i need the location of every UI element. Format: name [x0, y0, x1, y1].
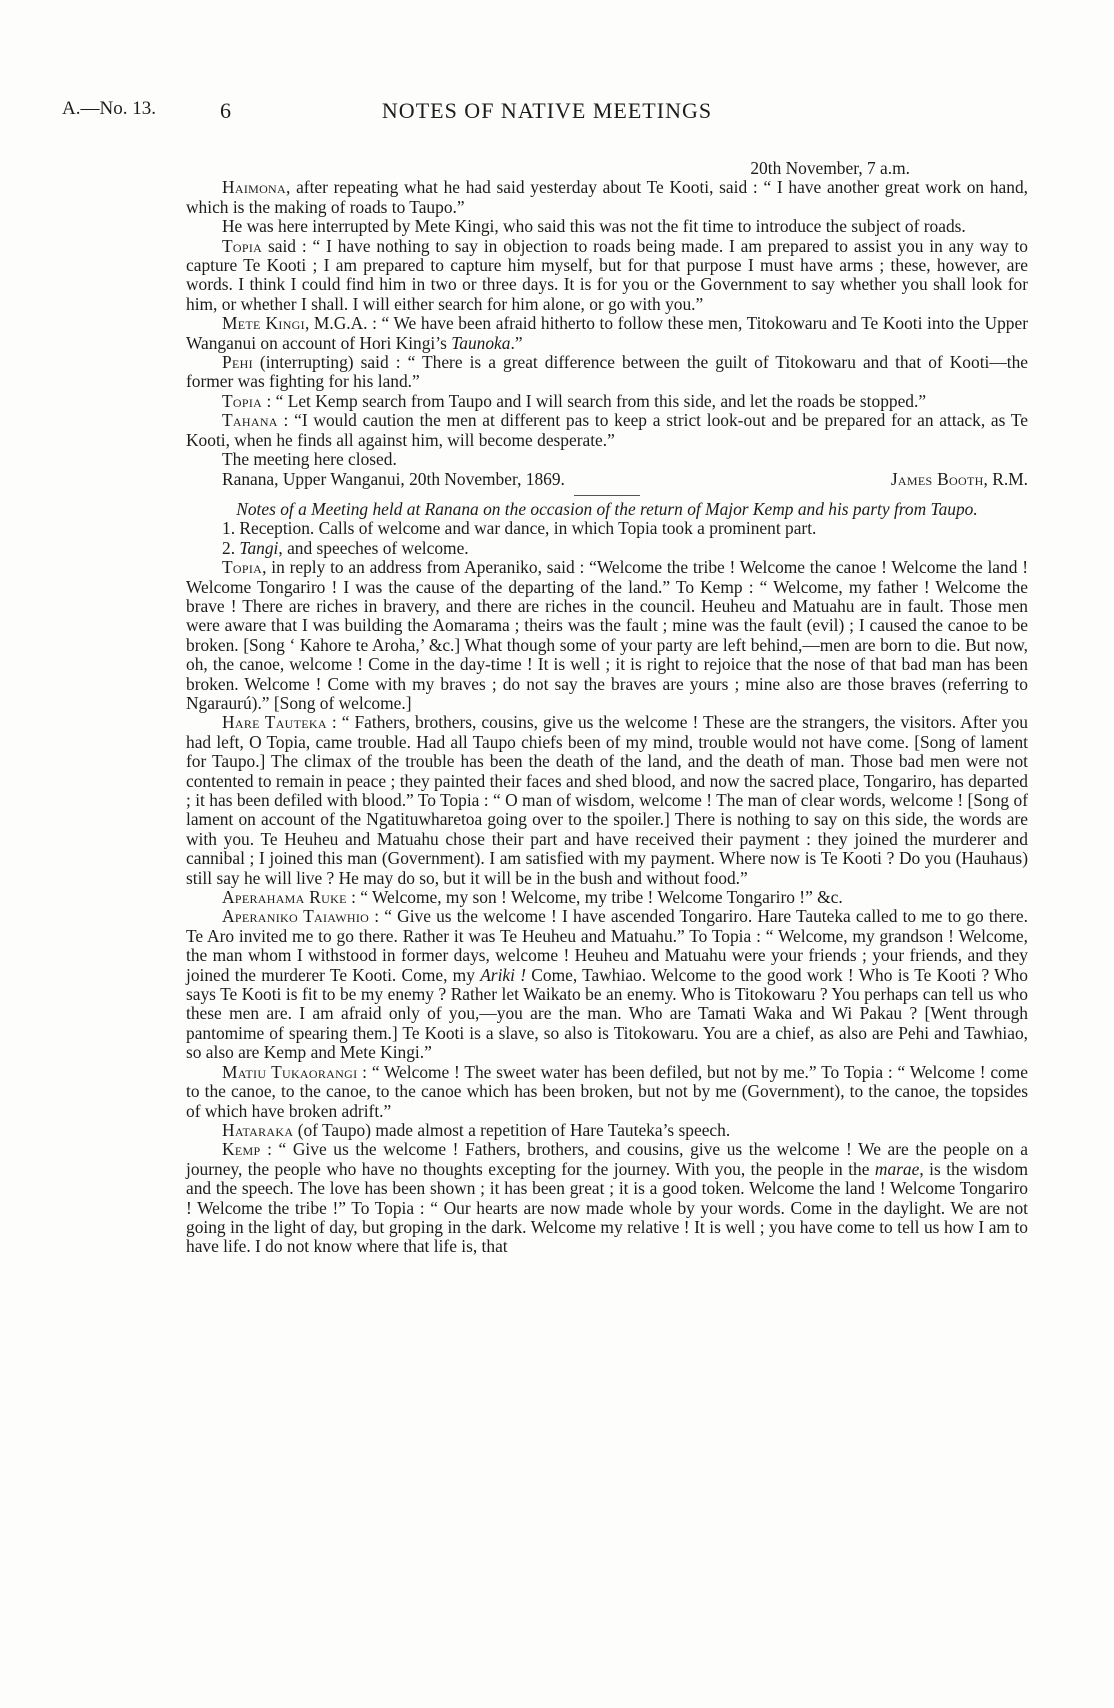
running-title: NOTES OF NATIVE MEETINGS — [381, 98, 713, 123]
place-date: Ranana, Upper Wanganui, 20th November, 1869. — [222, 468, 565, 489]
paragraph-text: (of Taupo) made almost a repetition of Hare Tauteka’s speech. — [293, 1119, 731, 1140]
signature-title: , R.M. — [983, 468, 1028, 489]
page-header — [62, 98, 1032, 124]
paragraph — [186, 353, 1028, 392]
paragraph — [186, 1063, 1028, 1121]
speaker-name: Aperahama Ruke — [222, 887, 347, 908]
speaker-name: Tahana — [222, 410, 278, 431]
signoff-line — [186, 470, 1028, 489]
speaker-name: Topia — [222, 557, 263, 578]
paragraph-text: : “ Welcome, my son ! Welcome, my tribe ! Welcome Tongariro !” &c. — [346, 887, 843, 908]
italic-term: marae — [874, 1158, 920, 1179]
document-body — [186, 159, 1028, 1257]
paragraph-text: said : “ I have nothing to say in objection to roads being made. I am prepared to assist you in any way to capture Te Kooti ; I am prepared to capture him myself, but for that purpose I must have arms ; these, however, are words. I think I could find him in two or three days. It is for you or the Government to say whether you shall look for him, or whether I shall. I will either search for him alone, or go with you.” — [186, 235, 1028, 314]
paragraph — [186, 237, 1028, 315]
numbered-item — [186, 539, 1028, 558]
paragraph — [186, 907, 1028, 1062]
paragraph-text: : “ Give us the welcome ! I have ascended Tongariro. Hare Tauteka called to me to go there. Te Aro invited me to go there. Rather it was Te Heuheu and Matuahu.” To Topia : “ Welcome, my grandson ! Welcome, the man whom I withstood in former days, welcome ! Heuheu and Matuahu were your friends ; your friends, and they joined the murderer Te Kooti. Come, my — [186, 906, 1028, 985]
italic-term: Tangi — [239, 537, 279, 558]
speaker-name: Topia — [222, 390, 263, 411]
signature — [891, 470, 1028, 489]
paragraph-text: Come, Tawhiao. Welcome to the good work ! Who is Te Kooti ? Who says Te Kooti is fit to be my enemy ? Rather let Waikato be an enemy. Who is Titokowaru ? You perhaps can tell us who these men are. I am afraid only of you,—you are the man. Who are Tamati Waka and Wi Pakau ? [Went through pantomime of spearing them.] Te Kooti is a slave, so also is Titokowaru. You are a chief, as also are Pehi and Tawhiao, so also are Kemp and Mete Kingi.” — [186, 964, 1028, 1063]
date-line: 20th November, 7 a.m. — [750, 158, 910, 178]
italic-term: Ariki ! — [480, 964, 527, 985]
speaker-name: Kemp — [222, 1139, 261, 1160]
paragraph-text: : “I would caution the men at different pas to keep a strict look-out and be prepared for an attack, as Te Kooti, when he finds all against him, will become desperate.” — [186, 410, 1028, 450]
document-reference: A.—No. 13. — [62, 98, 156, 119]
paragraph: He was here interrupted by Mete Kingi, who said this was not the fit time to introduce the subject of roads. — [222, 216, 966, 237]
speaker-name: Hataraka — [222, 1119, 294, 1140]
speaker-name: Mete Kingi — [222, 313, 305, 334]
paragraph-text: .” — [510, 332, 523, 353]
section-divider — [574, 495, 640, 496]
section-title: Notes of a Meeting held at Ranana on the occasion of the return of Major Kemp and his party from Taupo. — [236, 498, 978, 519]
speaker-name: Pehi — [222, 352, 253, 373]
signature-name: James Booth — [890, 468, 984, 489]
paragraph-text: (interrupting) said : “ There is a great difference between the guilt of Titokowaru and that of Kooti—the former was fighting for his land.” — [186, 352, 1028, 392]
numbered-item: 1. Reception. Calls of welcome and war dance, in which Topia took a prominent part. — [222, 518, 817, 539]
paragraph-text: , after repeating what he had said yesterday about Te Kooti, said : “ I have another great work on hand, which is the making of roads to Taupo.” — [186, 177, 1028, 217]
paragraph-text: : “ Welcome ! The sweet water has been defiled, but not by me.” To Topia : “ Welcome ! come to the canoe, to the canoe, to the canoe which has been broken, but not by me (Government), to the canoe, the topsides of which have broken adrift.” — [186, 1061, 1028, 1121]
paragraph-text: : “ Let Kemp search from Taupo and I will search from this side, and let the roads be stopped.” — [262, 390, 927, 411]
paragraph-text: , and speeches of welcome. — [278, 537, 469, 558]
page-number: 6 — [220, 98, 231, 123]
paragraph — [186, 558, 1028, 713]
paragraph — [186, 178, 1028, 217]
paragraph — [186, 314, 1028, 353]
paragraph — [186, 1140, 1028, 1256]
speaker-name: Topia — [222, 235, 263, 256]
paragraph — [186, 392, 1028, 411]
paragraph — [186, 411, 1028, 450]
paragraph-text: , is the wisdom and the speech. The love has been shown ; it has been great ; it is a good token. Welcome the land ! Welcome Tongariro ! Welcome the tribe !” To Topia : “ Our hearts are now made whole by your words. Come in the daylight. We are not going in the light of day, but groping in the dark. Welcome my relative ! It is well ; you have come to tell us how I am to have life. I do not know where that life is, that — [186, 1158, 1028, 1257]
speaker-name: Aperaniko Taiawhio — [222, 906, 370, 927]
paragraph-text: , M.G.A. : “ We have been afraid hitherto to follow these men, Titokowaru and Te Kooti into the Upper Wanganui on account of Hori Kingi’s — [186, 313, 1028, 353]
speaker-name: Matiu Tukaorangi — [222, 1061, 358, 1082]
paragraph-text: : “ Give us the welcome ! Fathers, brothers, and cousins, give us the welcome ! We are the people on a journey, the people who have no thoughts excepting for the journey. With you, the people in the — [186, 1139, 1028, 1179]
speaker-name: Haimona — [222, 177, 286, 198]
italic-term: Taunoka — [451, 332, 511, 353]
paragraph — [186, 713, 1028, 888]
meeting-closed: The meeting here closed. — [222, 449, 397, 470]
speaker-name: Hare Tauteka — [222, 712, 327, 733]
paragraph-text: : “ Fathers, brothers, cousins, give us the welcome ! These are the strangers, the visitors. After you had left, O Topia, came trouble. Had all Taupo chiefs been of my mind, trouble would not have come. [Song of lament for Taupo.] The climax of the trouble has been the death of the land, and the death of man. Those bad men were not contented to remain in peace ; they painted their faces and shed blood, and now the sacred place, Tongariro, has departed ; it has been defiled with blood.” To Topia : “ O man of wisdom, welcome ! The man of clear words, welcome ! [Song of lament on account of the Ngatituwharetoa going over to the spoiler.] There is nothing to say on this side, the words are with you. Te Heuheu and Matuahu chose their part and have received their payment : they joined the murderer and cannibal ; I joined this man (Government). I am satisfied with my payment. Where now is Te Kooti ? Do you (Hauhaus) still say he will live ? He may do so, but it will be in the bush and without food.” — [186, 712, 1028, 888]
paragraph — [186, 1121, 1028, 1140]
paragraph — [186, 888, 1028, 907]
item-number: 2. — [222, 537, 240, 558]
paragraph-text: , in reply to an address from Aperaniko, said : “Welcome the tribe ! Welcome the canoe ! Welcome the land ! Welcome Tongariro ! I was the cause of the departing of the land.” To Kemp : “ Welcome, my father ! Welcome the brave ! There are riches in bravery, and there are riches in the council. Heuheu and Matuahu are in fault. Those men were aware that I was building the Aomarama ; theirs was the fault ; mine was the fault (evil) ; I caused the canoe to be broken. [Song ‘ Kahore te Aroha,’ &c.] What though some of your party are left behind,—men are born to die. But now, oh, the canoe, welcome ! Come in the day-time ! It is well ; it is right to rejoice that the nose of that bad man has been broken. Welcome ! Come with my braves ; do not say the braves are yours ; mine also are those braves (referring to Ngaraurú).” [Song of welcome.] — [186, 557, 1028, 713]
